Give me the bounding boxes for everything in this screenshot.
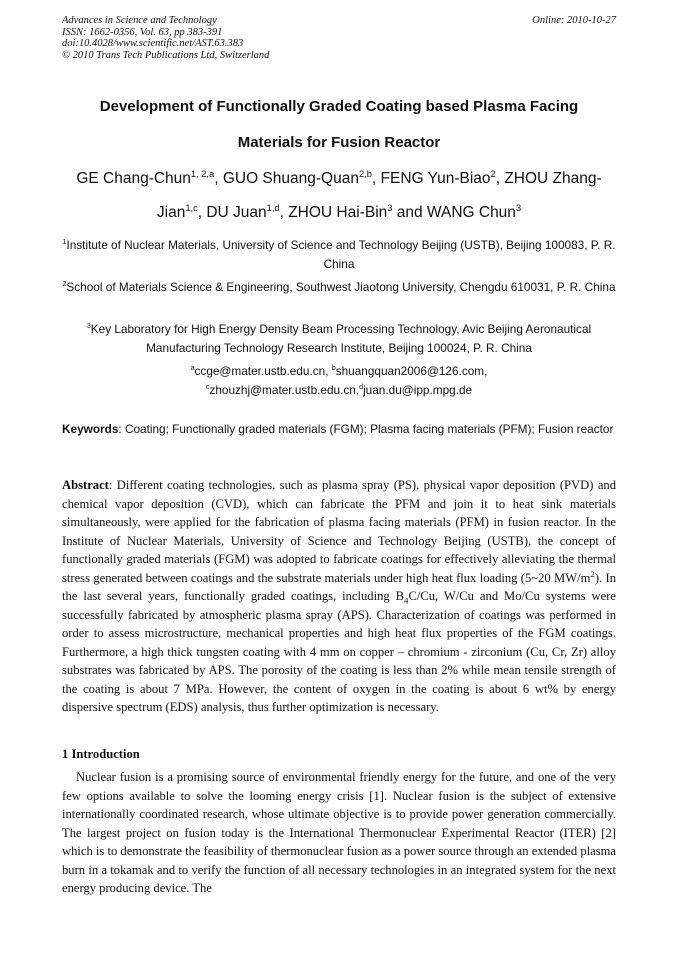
email-address[interactable]: shuangquan2006@126.com	[335, 364, 485, 378]
author-separator: ,	[495, 170, 505, 187]
journal-name: Advances in Science and Technology	[62, 15, 217, 26]
title-line-2: Materials for Fusion Reactor	[237, 134, 441, 151]
keywords	[62, 420, 616, 439]
paper-title	[62, 89, 616, 161]
email-list	[62, 362, 616, 400]
affiliation-3	[62, 320, 616, 358]
affiliation-mark: 3	[86, 322, 91, 331]
online-date: Online: 2010-10-27	[532, 15, 616, 26]
affiliation-2	[62, 278, 616, 297]
email-address[interactable]: juan.du@ipp.mpg.de	[363, 383, 473, 397]
author-separator: ,	[279, 204, 289, 221]
author-name: FENG Yun-Biao	[380, 170, 491, 187]
author-name: WANG Chun	[426, 204, 516, 221]
author-affiliation-mark: 2	[490, 168, 496, 179]
abstract-text-1: : Different coating technologies, such as plasma spray (PS), physical vapor deposition (PVD) and chemical vapor deposition (CVD), which can fabricate the PFM and join it to heat sink materials simultaneously, were applied for the fabrication of plasma facing materials (PFM) in fusion reactor. In the Institute of Nuclear Materials, University of Science and Technology Beijing (USTB), the concept of functionally graded materials (FGM) was adopted to fabricate coatings for effectively alleviating the thermal stress generated between coatings and the substrate materials under high heat flux loading (5~20 MW/m	[62, 478, 616, 585]
email-address[interactable]: zhouzhj@mater.ustb.edu.cn	[209, 383, 356, 397]
affiliation-mark: 1	[62, 238, 67, 247]
keywords-label: Keywords	[62, 422, 119, 436]
author-affiliation-mark: 3	[387, 202, 393, 213]
author-affiliation-mark: 1,c	[185, 202, 198, 213]
author-affiliation-mark: 1, 2,a	[190, 168, 215, 179]
affiliation-mark: 2	[62, 280, 67, 289]
author-separator: and	[392, 204, 427, 221]
author-name: GUO Shuang-Quan	[222, 170, 359, 187]
email-mark: a	[190, 364, 195, 373]
email-separator: ,	[325, 364, 332, 378]
abstract-sub: 4	[404, 595, 409, 606]
affiliation-text: School of Materials Science & Engineering, Southwest Jiaotong University, Chengdu 610031, P. R. China	[66, 280, 616, 294]
affiliation-1	[62, 236, 616, 274]
author-affiliation-mark: 2,b	[358, 168, 372, 179]
issn-line: ISSN: 1662-0356, Vol. 63, pp 383-391	[62, 26, 223, 38]
author-separator: ,	[214, 170, 223, 187]
email-mark: d	[359, 383, 364, 392]
email-address[interactable]: ccge@mater.ustb.edu.cn	[194, 364, 326, 378]
email-mark: c	[205, 383, 210, 392]
journal-header	[62, 15, 616, 61]
author-separator: ,	[197, 204, 207, 221]
affiliation-text: Institute of Nuclear Materials, University of Science and Technology Beijing (USTB), Beijing 100083, P. R. China	[66, 238, 616, 271]
introduction-text: Nuclear fusion is a promising source of environmental friendly energy for the future, and one of the very few options available to solve the looming energy crisis [1]. Nuclear fusion is the subject of extensive internationally coordinated research, whose ultimate objective is to provide power generation commercially. The largest project on fusion today is the International Thermonuclear Experimental Reactor (ITER) [2] which is to demonstrate the feasibility of thermonuclear fusion as a power source through an extended plasma burn in a tokamak and to verify the function of all necessary technologies in an integrated system for the next energy producing device. The	[62, 770, 616, 895]
author-affiliation-mark: 3	[515, 202, 522, 213]
abstract-text-3: C/Cu, W/Cu and Mo/Cu systems were successfully fabricated by atmospheric plasma spray (APS). Characterization of coatings was performed in order to assess microstructure, mechanical properties and high heat flux properties of the FGM coatings. Furthermore, a high thick tungsten coating with 4 mm on copper – chromium - zirconium (Cu, Cr, Zr) alloy substrates was fabricated by APS. The porosity of the coating is less than 2% while mean tensile strength of the coating is about 7 MPa. However, the content of oxygen in the coating is about 6 wt% by energy dispersive spectrum (EDS) analysis, thus further optimization is necessary.	[62, 589, 616, 714]
doi-line[interactable]: doi:10.4028/www.scientific.net/AST.63.383	[62, 38, 244, 49]
author-name: GE Chang-Chun	[76, 170, 191, 187]
abstract-sup: 2	[590, 568, 595, 579]
author-list	[62, 162, 616, 230]
author-name: ZHOU Zhang-Jian	[156, 170, 602, 221]
abstract-text-2: ). In the last several years, functionally graded coatings, including B	[62, 570, 616, 603]
email-separator: ,	[484, 364, 491, 378]
title-line-1: Development of Functionally Graded Coating based Plasma Facing	[99, 98, 579, 115]
email-separator: ,	[355, 383, 360, 397]
section-heading: 1 Introduction	[62, 747, 140, 761]
author-affiliation-mark: 1,d	[266, 202, 280, 213]
author-separator: ,	[371, 170, 381, 187]
keywords-text: : Coating; Functionally graded materials (FGM); Plasma facing materials (PFM); Fusion reactor	[118, 422, 614, 436]
author-name: DU Juan	[206, 204, 267, 221]
affiliation-text: Key Laboratory for High Energy Density Beam Processing Technology, Avic Beijing Aeronautical Manufacturing Technology Research Institute, Beijing 100024, P. R. China	[90, 322, 592, 355]
email-mark: b	[331, 364, 336, 373]
author-name: ZHOU Hai-Bin	[288, 204, 388, 221]
abstract-label: Abstract	[62, 478, 109, 492]
copyright-line: © 2010 Trans Tech Publications Ltd, Switzerland	[62, 49, 270, 61]
abstract	[62, 476, 616, 717]
